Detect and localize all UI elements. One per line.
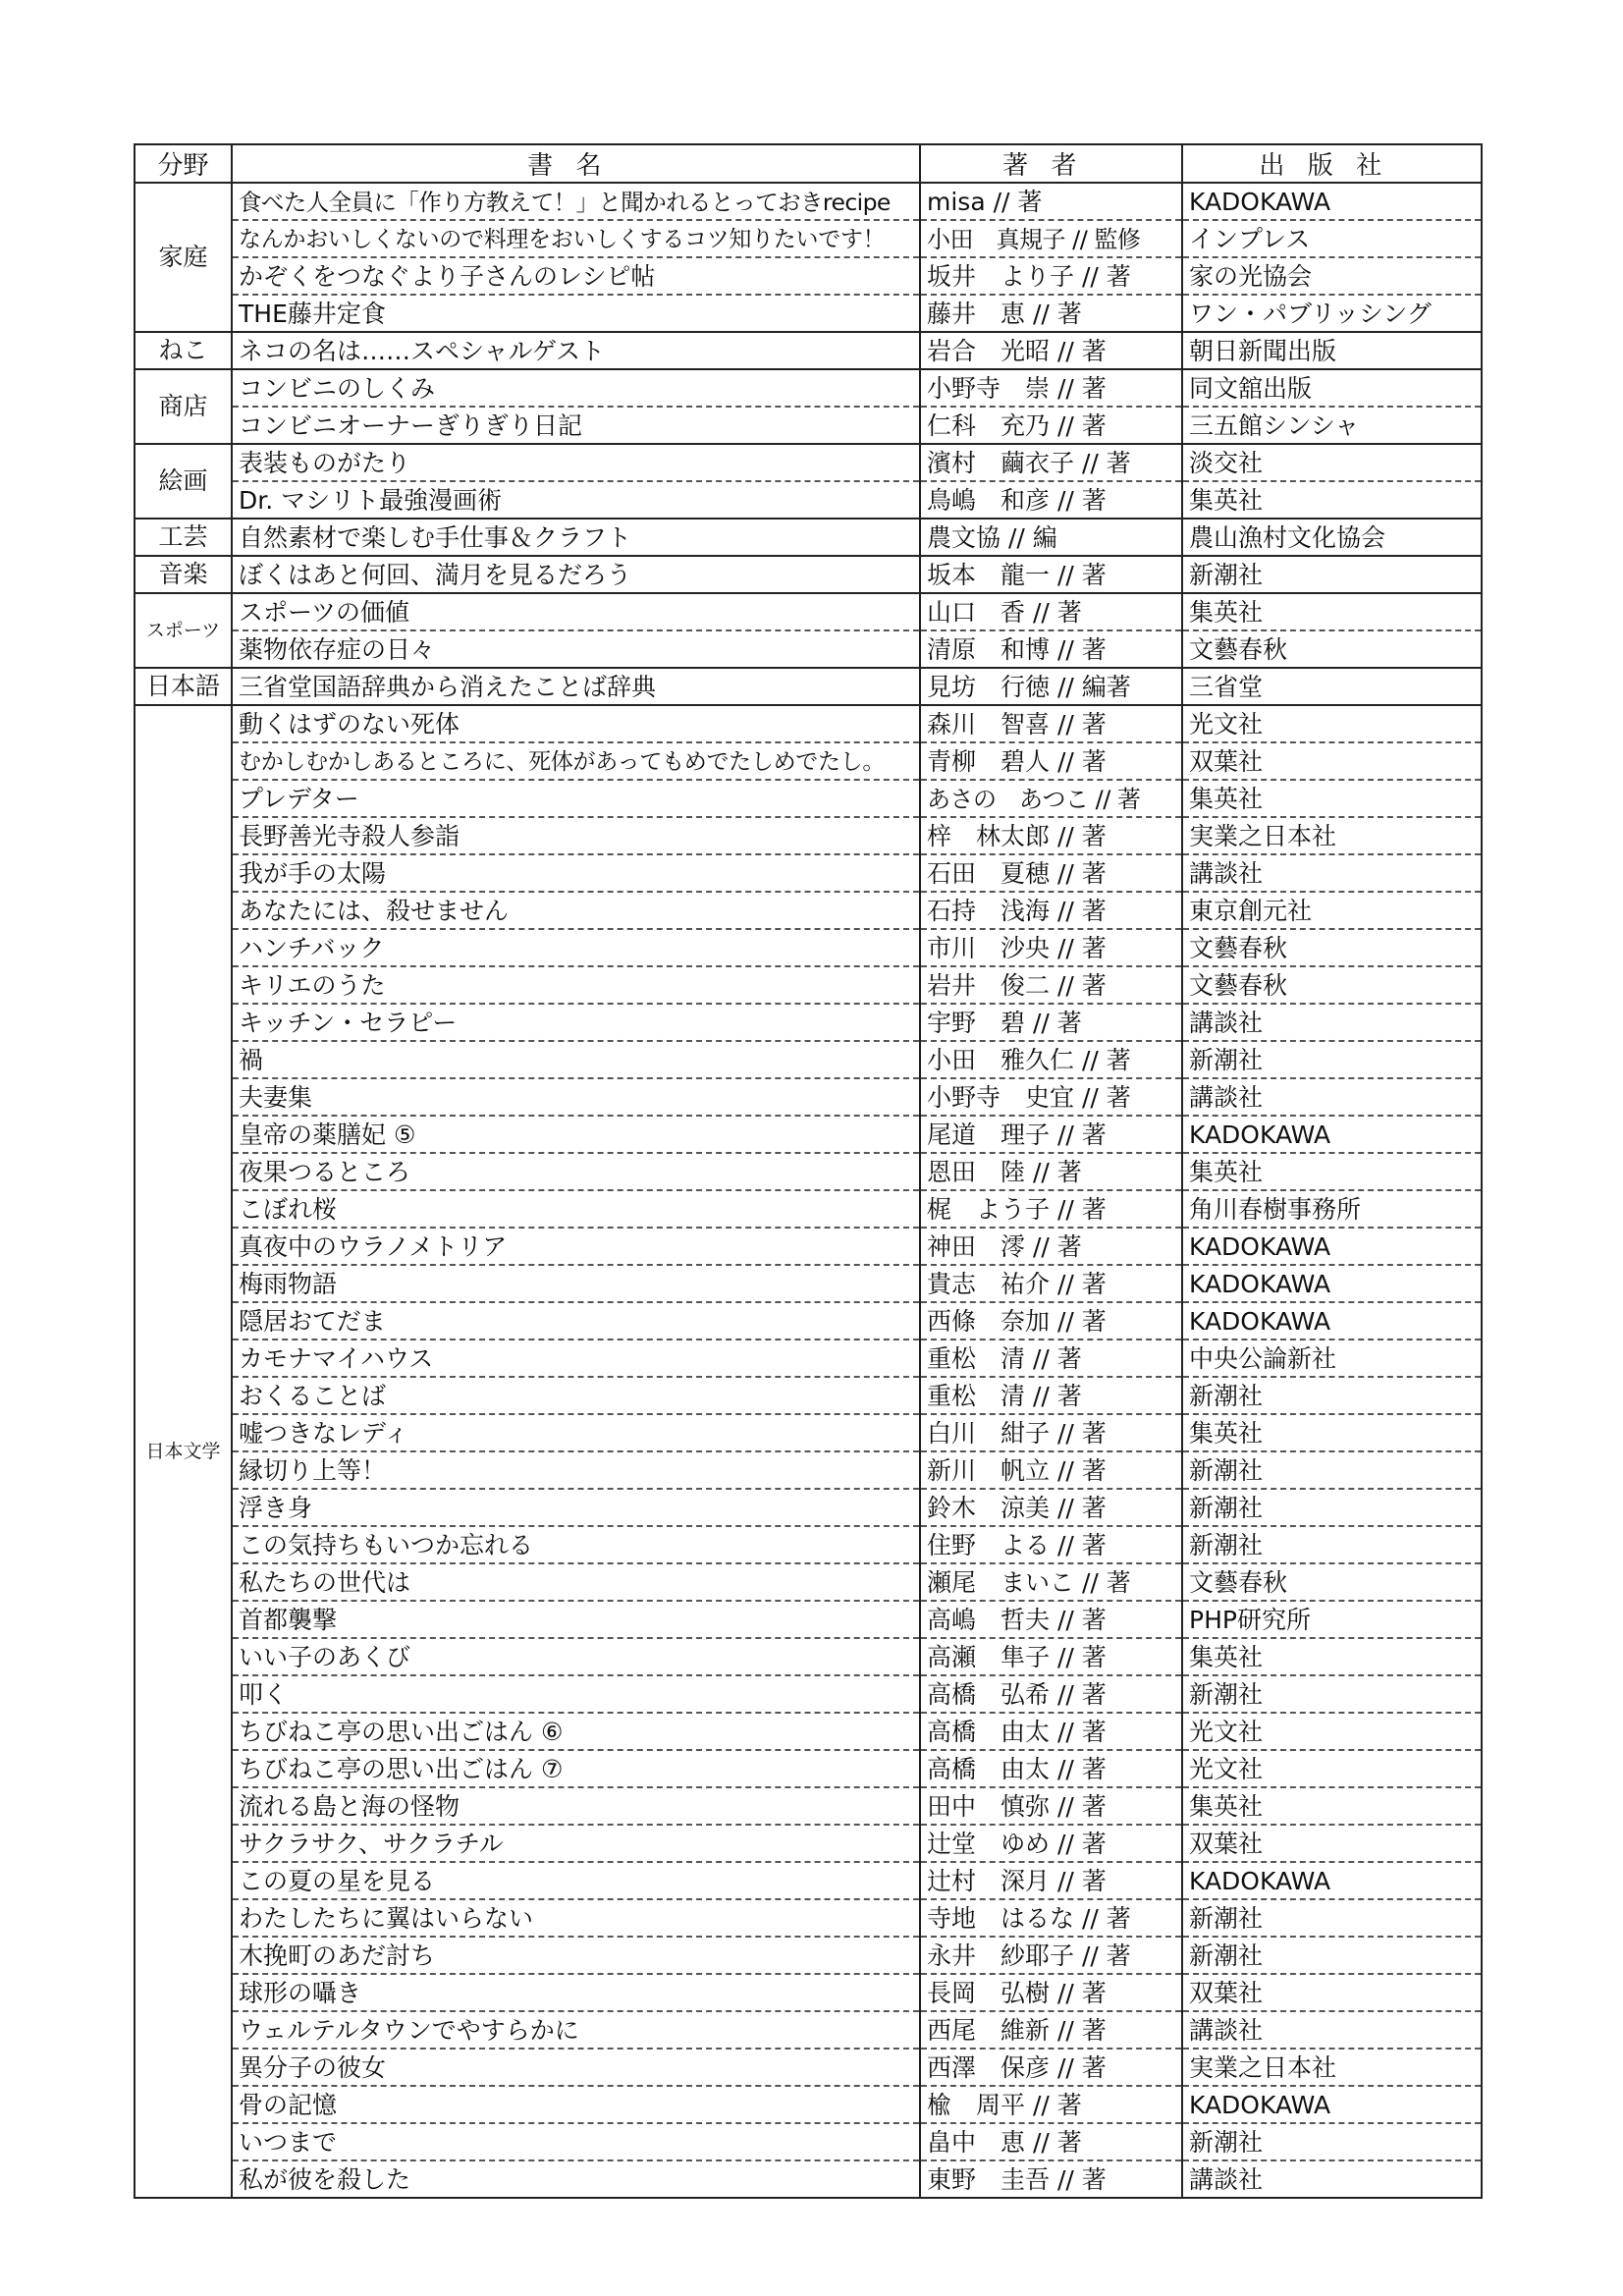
table-row xyxy=(135,1638,1482,1675)
author-cell: 神田 澪 // 著 xyxy=(920,1228,1182,1265)
title-cell: 浮き身 xyxy=(232,1489,920,1526)
publisher-cell: 新潮社 xyxy=(1182,1899,1482,1937)
title-cell: 梅雨物語 xyxy=(232,1265,920,1302)
publisher-cell: 集英社 xyxy=(1182,1638,1482,1675)
author-cell: 農文協 // 編 xyxy=(920,519,1182,556)
publisher-cell: インプレス xyxy=(1182,220,1482,257)
title-cell: いつまで xyxy=(232,2123,920,2160)
title-cell: 私が彼を殺した xyxy=(232,2160,920,2198)
title-cell: ぼくはあと何回、満月を見るだろう xyxy=(232,556,920,593)
author-cell: 小野寺 崇 // 著 xyxy=(920,369,1182,407)
author-cell: あさの あつこ // 著 xyxy=(920,780,1182,817)
title-cell: プレデター xyxy=(232,780,920,817)
publisher-cell: 新潮社 xyxy=(1182,1937,1482,1974)
table-row xyxy=(135,1750,1482,1787)
table-row xyxy=(135,1713,1482,1750)
title-cell: ちびねこ亭の思い出ごはん ⑦ xyxy=(232,1750,920,1787)
publisher-cell: KADOKAWA xyxy=(1182,183,1482,220)
table-row xyxy=(135,1937,1482,1974)
table-row xyxy=(135,2049,1482,2086)
table-row xyxy=(135,481,1482,519)
author-cell: 高橋 由太 // 著 xyxy=(920,1713,1182,1750)
table-row xyxy=(135,1489,1482,1526)
author-cell: 坂本 龍一 // 著 xyxy=(920,556,1182,593)
table-row xyxy=(135,892,1482,929)
table-row xyxy=(135,257,1482,295)
table-row xyxy=(135,966,1482,1004)
author-cell: 見坊 行徳 // 編著 xyxy=(920,668,1182,705)
publisher-cell: 農山漁村文化協会 xyxy=(1182,519,1482,556)
category-cell: 音楽 xyxy=(135,556,232,593)
publisher-cell: 集英社 xyxy=(1182,1153,1482,1190)
title-cell: 禍 xyxy=(232,1041,920,1078)
author-cell: 市川 沙央 // 著 xyxy=(920,929,1182,966)
publisher-cell: 光文社 xyxy=(1182,705,1482,742)
title-cell: なんかおいしくないので料理をおいしくするコツ知りたいです！ xyxy=(232,220,920,257)
title-cell: Dr. マシリト最強漫画術 xyxy=(232,481,920,519)
author-cell: 石田 夏穂 // 著 xyxy=(920,854,1182,892)
publisher-cell: 光文社 xyxy=(1182,1750,1482,1787)
publisher-cell: 文藝春秋 xyxy=(1182,1563,1482,1601)
table-row xyxy=(135,854,1482,892)
title-cell: 長野善光寺殺人参詣 xyxy=(232,817,920,854)
author-cell: 長岡 弘樹 // 著 xyxy=(920,1974,1182,2011)
title-cell: かぞくをつなぐより子さんのレシピ帖 xyxy=(232,257,920,295)
author-cell: 宇野 碧 // 著 xyxy=(920,1004,1182,1041)
table-row xyxy=(135,2086,1482,2123)
author-cell: 岩井 俊二 // 著 xyxy=(920,966,1182,1004)
publisher-cell: 講談社 xyxy=(1182,2011,1482,2049)
author-cell: 青柳 碧人 // 著 xyxy=(920,742,1182,780)
table-row xyxy=(135,369,1482,407)
publisher-cell: 実業之日本社 xyxy=(1182,2049,1482,2086)
title-cell: キッチン・セラピー xyxy=(232,1004,920,1041)
title-cell: 木挽町のあだ討ち xyxy=(232,1937,920,1974)
table-row xyxy=(135,295,1482,332)
publisher-cell: KADOKAWA xyxy=(1182,1265,1482,1302)
title-cell: 表装ものがたり xyxy=(232,444,920,481)
publisher-cell: 朝日新聞出版 xyxy=(1182,332,1482,369)
title-cell: 私たちの世代は xyxy=(232,1563,920,1601)
title-cell: この気持ちもいつか忘れる xyxy=(232,1526,920,1563)
author-cell: 重松 清 // 著 xyxy=(920,1339,1182,1377)
publisher-cell: ワン・パブリッシング xyxy=(1182,295,1482,332)
table-row xyxy=(135,1078,1482,1116)
publisher-cell: 集英社 xyxy=(1182,593,1482,630)
title-cell: 隠居おてだま xyxy=(232,1302,920,1339)
title-cell: 食べた人全員に「作り方教えて！」と聞かれるとっておきrecipe xyxy=(232,183,920,220)
author-cell: 畠中 恵 // 著 xyxy=(920,2123,1182,2160)
author-cell: 住野 よる // 著 xyxy=(920,1526,1182,1563)
author-cell: 貴志 祐介 // 著 xyxy=(920,1265,1182,1302)
author-cell: 楡 周平 // 著 xyxy=(920,2086,1182,2123)
table-row xyxy=(135,183,1482,220)
author-cell: 白川 紺子 // 著 xyxy=(920,1414,1182,1451)
publisher-cell: 新潮社 xyxy=(1182,1675,1482,1713)
author-cell: 永井 紗耶子 // 著 xyxy=(920,1937,1182,1974)
publisher-cell: 光文社 xyxy=(1182,1713,1482,1750)
author-cell: 高瀬 隼子 // 著 xyxy=(920,1638,1182,1675)
author-cell: 梓 林太郎 // 著 xyxy=(920,817,1182,854)
title-cell: コンビニオーナーぎりぎり日記 xyxy=(232,407,920,444)
title-cell: 真夜中のウラノメトリア xyxy=(232,1228,920,1265)
table-row xyxy=(135,1862,1482,1899)
author-cell: 藤井 恵 // 著 xyxy=(920,295,1182,332)
title-cell: THE藤井定食 xyxy=(232,295,920,332)
title-cell: スポーツの価値 xyxy=(232,593,920,630)
table-row xyxy=(135,1563,1482,1601)
table-row xyxy=(135,1265,1482,1302)
title-cell: キリエのうた xyxy=(232,966,920,1004)
author-cell: 田中 慎弥 // 著 xyxy=(920,1787,1182,1825)
table-row xyxy=(135,1825,1482,1862)
author-cell: 梶 よう子 // 著 xyxy=(920,1190,1182,1228)
title-cell: 骨の記憶 xyxy=(232,2086,920,2123)
publisher-cell: 講談社 xyxy=(1182,1078,1482,1116)
table-row xyxy=(135,1153,1482,1190)
title-cell: 夜果つるところ xyxy=(232,1153,920,1190)
publisher-cell: KADOKAWA xyxy=(1182,1862,1482,1899)
book-list-table xyxy=(134,143,1483,2199)
table-row xyxy=(135,929,1482,966)
author-cell: misa // 著 xyxy=(920,183,1182,220)
author-cell: 辻堂 ゆめ // 著 xyxy=(920,1825,1182,1862)
publisher-cell: 文藝春秋 xyxy=(1182,929,1482,966)
title-cell: こぼれ桜 xyxy=(232,1190,920,1228)
table-row xyxy=(135,630,1482,668)
title-cell: いい子のあくび xyxy=(232,1638,920,1675)
table-row xyxy=(135,705,1482,742)
title-cell: むかしむかしあるところに、死体があってもめでたしめでたし。 xyxy=(232,742,920,780)
author-cell: 岩合 光昭 // 著 xyxy=(920,332,1182,369)
publisher-cell: KADOKAWA xyxy=(1182,1116,1482,1153)
publisher-cell: 角川春樹事務所 xyxy=(1182,1190,1482,1228)
table-header xyxy=(135,144,1482,183)
category-cell: 日本文学 xyxy=(135,705,232,2198)
table-row xyxy=(135,444,1482,481)
publisher-cell: 集英社 xyxy=(1182,1787,1482,1825)
publisher-cell: 新潮社 xyxy=(1182,1451,1482,1489)
publisher-cell: 新潮社 xyxy=(1182,1377,1482,1414)
title-cell: 流れる島と海の怪物 xyxy=(232,1787,920,1825)
publisher-cell: 集英社 xyxy=(1182,780,1482,817)
publisher-cell: 文藝春秋 xyxy=(1182,966,1482,1004)
publisher-cell: 実業之日本社 xyxy=(1182,817,1482,854)
table-row xyxy=(135,1004,1482,1041)
title-cell: あなたには、殺せません xyxy=(232,892,920,929)
table-row xyxy=(135,1041,1482,1078)
category-cell: 商店 xyxy=(135,369,232,444)
author-cell: 濱村 繭衣子 // 著 xyxy=(920,444,1182,481)
publisher-cell: 双葉社 xyxy=(1182,742,1482,780)
author-cell: 鳥嶋 和彦 // 著 xyxy=(920,481,1182,519)
publisher-cell: 講談社 xyxy=(1182,1004,1482,1041)
title-cell: 異分子の彼女 xyxy=(232,2049,920,2086)
table-row xyxy=(135,556,1482,593)
table-row xyxy=(135,1526,1482,1563)
title-cell: 球形の囁き xyxy=(232,1974,920,2011)
table-row xyxy=(135,1190,1482,1228)
publisher-cell: 新潮社 xyxy=(1182,1489,1482,1526)
title-cell: 我が手の太陽 xyxy=(232,854,920,892)
publisher-cell: 新潮社 xyxy=(1182,1041,1482,1078)
table-row xyxy=(135,2123,1482,2160)
author-cell: 高橋 由太 // 著 xyxy=(920,1750,1182,1787)
table-row xyxy=(135,668,1482,705)
table-row xyxy=(135,593,1482,630)
table-body xyxy=(135,183,1482,2198)
author-cell: 山口 香 // 著 xyxy=(920,593,1182,630)
title-cell: ネコの名は……スペシャルゲスト xyxy=(232,332,920,369)
publisher-cell: 三五館シンシャ xyxy=(1182,407,1482,444)
publisher-cell: 集英社 xyxy=(1182,1414,1482,1451)
publisher-cell: 東京創元社 xyxy=(1182,892,1482,929)
publisher-cell: 淡交社 xyxy=(1182,444,1482,481)
author-cell: 辻村 深月 // 著 xyxy=(920,1862,1182,1899)
title-cell: 動くはずのない死体 xyxy=(232,705,920,742)
table-row xyxy=(135,1302,1482,1339)
publisher-cell: 双葉社 xyxy=(1182,1974,1482,2011)
title-cell: カモナマイハウス xyxy=(232,1339,920,1377)
publisher-cell: 集英社 xyxy=(1182,481,1482,519)
author-cell: 石持 浅海 // 著 xyxy=(920,892,1182,929)
title-cell: 自然素材で楽しむ手仕事＆クラフト xyxy=(232,519,920,556)
table-row xyxy=(135,1601,1482,1638)
table-row xyxy=(135,1899,1482,1937)
table-row xyxy=(135,780,1482,817)
category-cell: 日本語 xyxy=(135,668,232,705)
author-cell: 瀬尾 まいこ // 著 xyxy=(920,1563,1182,1601)
table-row xyxy=(135,1339,1482,1377)
publisher-cell: KADOKAWA xyxy=(1182,2086,1482,2123)
author-cell: 西條 奈加 // 著 xyxy=(920,1302,1182,1339)
author-cell: 小野寺 史宜 // 著 xyxy=(920,1078,1182,1116)
table-row xyxy=(135,1787,1482,1825)
author-cell: 小田 真規子 // 監修 xyxy=(920,220,1182,257)
table-row xyxy=(135,1675,1482,1713)
publisher-cell: 中央公論新社 xyxy=(1182,1339,1482,1377)
author-cell: 尾道 理子 // 著 xyxy=(920,1116,1182,1153)
table-row xyxy=(135,1451,1482,1489)
author-cell: 新川 帆立 // 著 xyxy=(920,1451,1182,1489)
author-cell: 清原 和博 // 著 xyxy=(920,630,1182,668)
publisher-cell: 新潮社 xyxy=(1182,2123,1482,2160)
author-cell: 仁科 充乃 // 著 xyxy=(920,407,1182,444)
publisher-cell: 家の光協会 xyxy=(1182,257,1482,295)
publisher-cell: PHP研究所 xyxy=(1182,1601,1482,1638)
author-cell: 寺地 はるな // 著 xyxy=(920,1899,1182,1937)
title-cell: 薬物依存症の日々 xyxy=(232,630,920,668)
header-publisher: 出版社 xyxy=(1182,144,1482,183)
header-author: 著者 xyxy=(920,144,1182,183)
author-cell: 高橋 弘希 // 著 xyxy=(920,1675,1182,1713)
table-row xyxy=(135,1414,1482,1451)
publisher-cell: 講談社 xyxy=(1182,2160,1482,2198)
author-cell: 鈴木 涼美 // 著 xyxy=(920,1489,1182,1526)
title-cell: 首都襲撃 xyxy=(232,1601,920,1638)
category-cell: 工芸 xyxy=(135,519,232,556)
header-title: 書名 xyxy=(232,144,920,183)
author-cell: 東野 圭吾 // 著 xyxy=(920,2160,1182,2198)
author-cell: 重松 清 // 著 xyxy=(920,1377,1182,1414)
table-row xyxy=(135,2011,1482,2049)
table-row xyxy=(135,1116,1482,1153)
table-row xyxy=(135,1974,1482,2011)
title-cell: 縁切り上等！ xyxy=(232,1451,920,1489)
header-category: 分野 xyxy=(135,144,232,183)
publisher-cell: 双葉社 xyxy=(1182,1825,1482,1862)
title-cell: コンビニのしくみ xyxy=(232,369,920,407)
table-row xyxy=(135,817,1482,854)
header-row xyxy=(135,144,1482,183)
author-cell: 森川 智喜 // 著 xyxy=(920,705,1182,742)
category-cell: 絵画 xyxy=(135,444,232,519)
publisher-cell: 同文舘出版 xyxy=(1182,369,1482,407)
title-cell: 夫妻集 xyxy=(232,1078,920,1116)
title-cell: おくることば xyxy=(232,1377,920,1414)
table-row xyxy=(135,2160,1482,2198)
table-row xyxy=(135,1377,1482,1414)
title-cell: この夏の星を見る xyxy=(232,1862,920,1899)
title-cell: 叩く xyxy=(232,1675,920,1713)
table-row xyxy=(135,332,1482,369)
publisher-cell: 新潮社 xyxy=(1182,556,1482,593)
category-cell: 家庭 xyxy=(135,183,232,332)
publisher-cell: 文藝春秋 xyxy=(1182,630,1482,668)
author-cell: 坂井 より子 // 著 xyxy=(920,257,1182,295)
publisher-cell: KADOKAWA xyxy=(1182,1228,1482,1265)
table-row xyxy=(135,519,1482,556)
table-row xyxy=(135,407,1482,444)
author-cell: 小田 雅久仁 // 著 xyxy=(920,1041,1182,1078)
title-cell: 三省堂国語辞典から消えたことば辞典 xyxy=(232,668,920,705)
publisher-cell: 新潮社 xyxy=(1182,1526,1482,1563)
table-row xyxy=(135,220,1482,257)
category-cell: スポーツ xyxy=(135,593,232,668)
title-cell: 嘘つきなレディ xyxy=(232,1414,920,1451)
title-cell: ハンチバック xyxy=(232,929,920,966)
title-cell: ちびねこ亭の思い出ごはん ⑥ xyxy=(232,1713,920,1750)
title-cell: 皇帝の薬膳妃 ⑤ xyxy=(232,1116,920,1153)
author-cell: 西澤 保彦 // 著 xyxy=(920,2049,1182,2086)
table-row xyxy=(135,742,1482,780)
author-cell: 西尾 維新 // 著 xyxy=(920,2011,1182,2049)
author-cell: 高嶋 哲夫 // 著 xyxy=(920,1601,1182,1638)
publisher-cell: KADOKAWA xyxy=(1182,1302,1482,1339)
table-row xyxy=(135,1228,1482,1265)
category-cell: ねこ xyxy=(135,332,232,369)
title-cell: サクラサク、サクラチル xyxy=(232,1825,920,1862)
title-cell: ウェルテルタウンでやすらかに xyxy=(232,2011,920,2049)
title-cell: わたしたちに翼はいらない xyxy=(232,1899,920,1937)
publisher-cell: 三省堂 xyxy=(1182,668,1482,705)
publisher-cell: 講談社 xyxy=(1182,854,1482,892)
author-cell: 恩田 陸 // 著 xyxy=(920,1153,1182,1190)
